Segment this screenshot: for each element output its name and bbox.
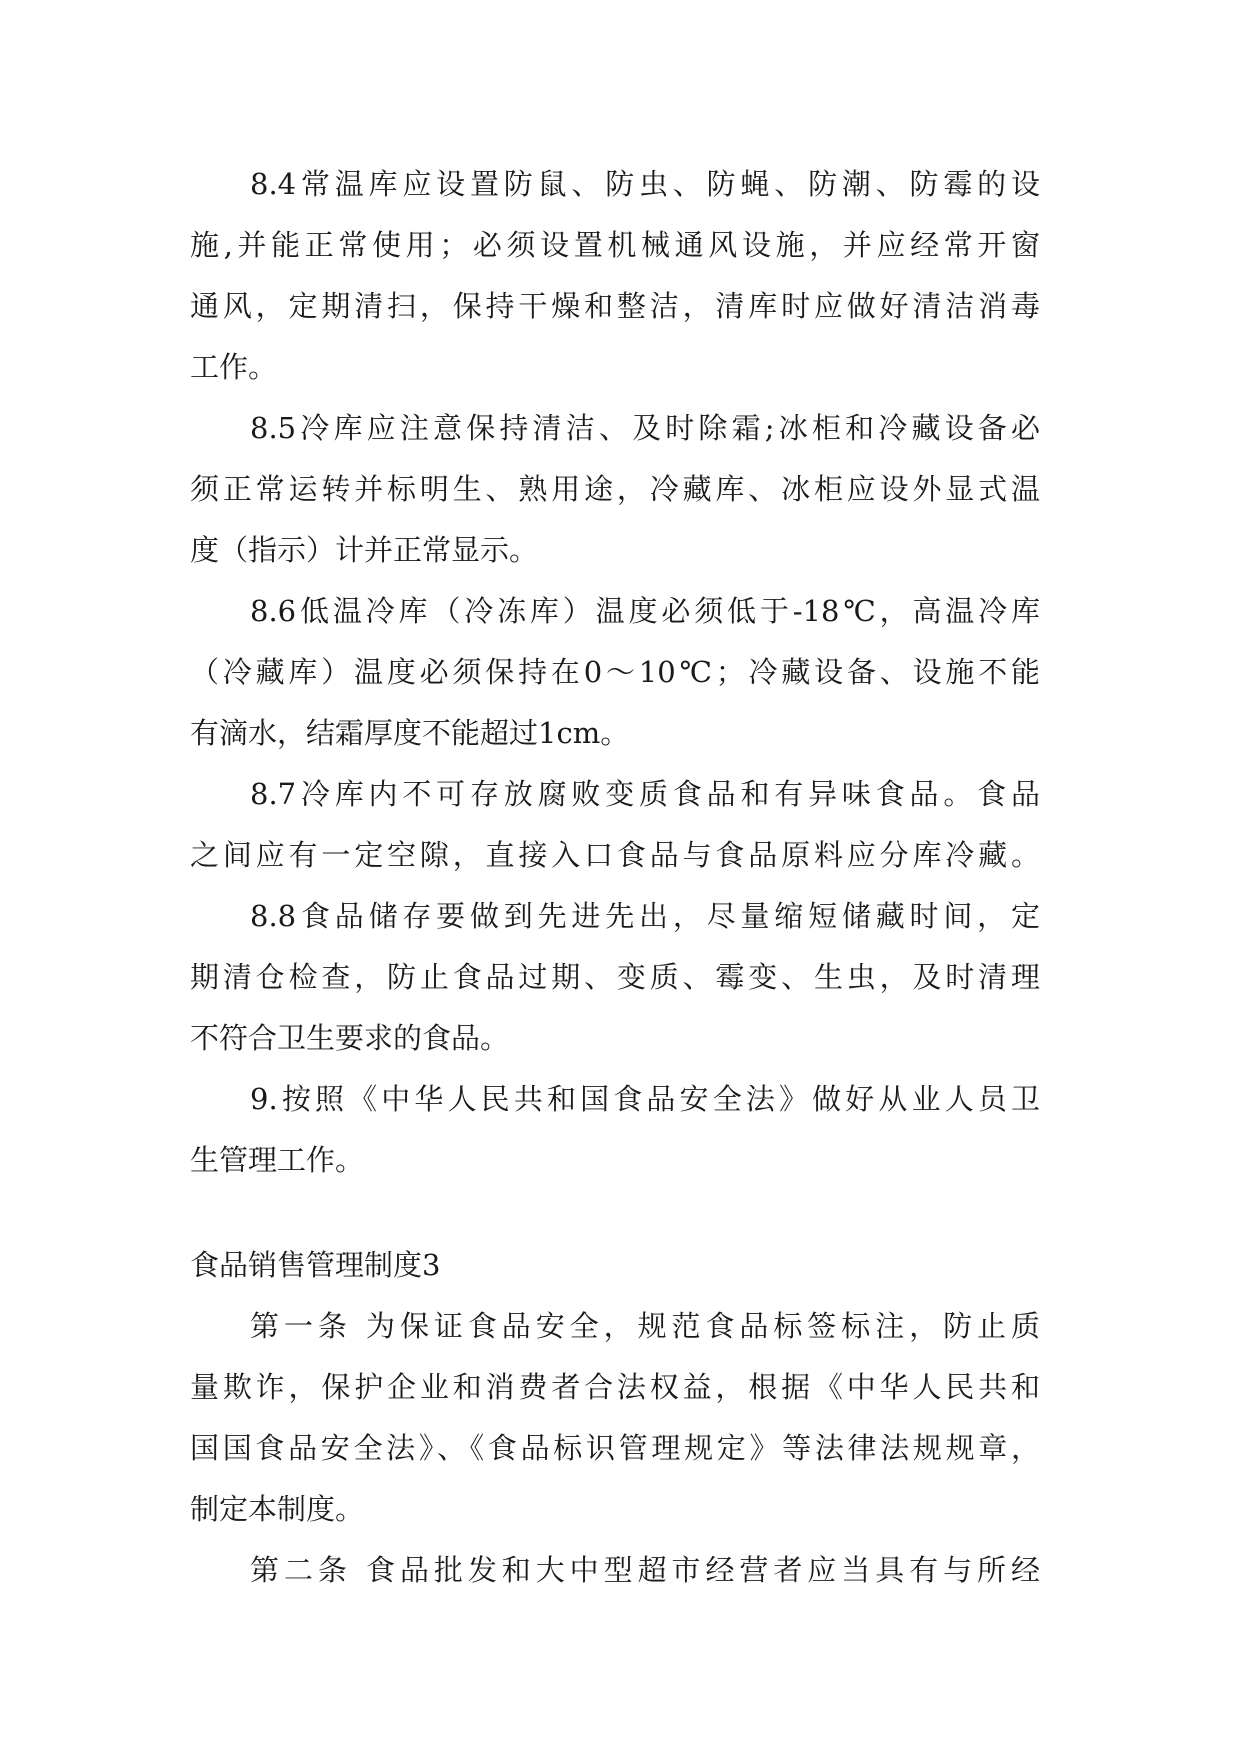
paragraph-8-7-line-2: 之间应有一定空隙，直接入口食品与食品原料应分库冷藏。 [190, 838, 1040, 872]
paragraph-8-6-line-1: 8.6低温冷库（冷冻库）温度必须低于-18℃，高温冷库 [250, 594, 1040, 628]
paragraph-8-5-line-2: 须正常运转并标明生、熟用途，冷藏库、冰柜应设外显式温 [190, 472, 1040, 506]
paragraph-8-4-line-2: 施,并能正常使用；必须设置机械通风设施，并应经常开窗 [190, 228, 1040, 262]
paragraph-9-line-1: 9.按照《中华人民共和国食品安全法》做好从业人员卫 [250, 1082, 1040, 1116]
paragraph-8-4-line-1: 8.4常温库应设置防鼠、防虫、防蝇、防潮、防霉的设 [250, 167, 1040, 201]
article-1-line-2: 量欺诈，保护企业和消费者合法权益，根据《中华人民共和 [190, 1370, 1040, 1404]
article-1-line-4: 制定本制度。 [190, 1492, 365, 1526]
paragraph-8-5-line-1: 8.5冷库应注意保持清洁、及时除霜;冰柜和冷藏设备必 [250, 411, 1040, 445]
paragraph-9-line-2: 生管理工作。 [190, 1143, 365, 1177]
article-1-line-1: 第一条 为保证食品安全，规范食品标签标注，防止质 [250, 1309, 1040, 1343]
paragraph-8-6-line-2: （冷藏库）温度必须保持在0～10℃；冷藏设备、设施不能 [190, 655, 1040, 689]
paragraph-8-4-line-3: 通风，定期清扫，保持干燥和整洁，清库时应做好清洁消毒 [190, 289, 1040, 323]
paragraph-8-4-line-4: 工作。 [190, 350, 278, 384]
paragraph-8-5-line-3: 度（指示）计并正常显示。 [190, 533, 539, 567]
article-2-line-1: 第二条 食品批发和大中型超市经营者应当具有与所经 [250, 1553, 1040, 1587]
paragraph-8-7-line-1: 8.7冷库内不可存放腐败变质食品和有异味食品。食品 [250, 777, 1040, 811]
article-1-line-3: 国国食品安全法》、《食品标识管理规定》等法律法规规章， [190, 1431, 1040, 1465]
paragraph-8-8-line-3: 不符合卫生要求的食品。 [190, 1021, 510, 1055]
paragraph-8-6-line-3: 有滴水，结霜厚度不能超过1cm。 [190, 716, 630, 750]
paragraph-8-8-line-1: 8.8食品储存要做到先进先出，尽量缩短储藏时间，定 [250, 899, 1040, 933]
section-title: 食品销售管理制度3 [190, 1248, 441, 1282]
paragraph-8-8-line-2: 期清仓检查，防止食品过期、变质、霉变、生虫，及时清理 [190, 960, 1040, 994]
